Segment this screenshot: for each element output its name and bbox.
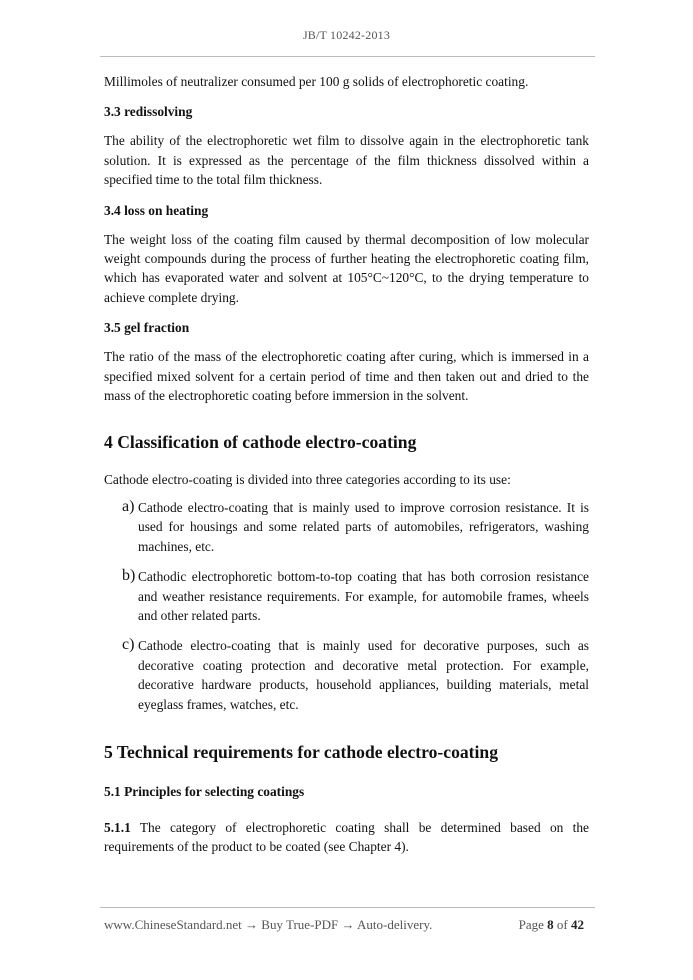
footer-promo [104,917,432,933]
section-3-4-text: The weight loss of the coating film caused by thermal decomposition of low molecular weight compounds during the process of further heating the electrophoretic coating film, which has evaporated water and solvent at 105°C~120°C, to the drying temperature to achieve complete drying. [104,231,589,305]
section-4-title: 4 Classification of cathode electro-coating [104,432,417,453]
list-item-text: Cathode electro-coating that is mainly used to improve corrosion resistance. It is used for housings and some related parts of automobiles, refrigerators, washing machines, etc. [138,499,589,554]
page-header [0,28,693,43]
section-3-3-text: The ability of the electrophoretic wet film to dissolve again in the electrophoretic tank solution. It is expressed as the percentage of the film thickness dissolved within a specified time to the total film thickness. [104,133,589,188]
section-3-5-text: The ratio of the mass of the electrophoretic coating after curing, which is immersed in a specified mixed solvent for a certain period of time and then taken out and dried to the mass of the electrophoretic coating before immersion in the solvent. [104,349,589,404]
site-link[interactable]: www.ChineseStandard.net [104,917,242,932]
total-pages: 42 [571,917,584,932]
list-item [104,636,589,714]
list-item-text: Cathode electro-coating that is mainly used for decorative purposes, such as decorative coating protection and decorative metal protection. For example, decorative hardware products, household appliances, building materials, metal eyeglass frames, watches, etc. [138,638,589,712]
section-5-1-1-number: 5.1.1 [104,819,131,835]
section-3-3-title: 3.3 redissolving [104,104,193,120]
section-3-5-title: 3.5 gel fraction [104,320,190,336]
auto-delivery-text: Auto-delivery. [357,917,433,932]
page-label: Page [518,917,544,932]
header-divider [100,56,595,57]
list-item [104,567,589,625]
intro-line: Millimoles of neutralizer consumed per 100 g solids of electrophoretic coating. [104,74,529,89]
current-page: 8 [547,917,554,932]
list-marker: b) [122,567,136,585]
footer-divider [100,907,595,908]
list-marker: a) [122,497,135,515]
section-5-1-1-body: The category of electrophoretic coating shall be determined based on the requirements of the product to be coated (see Chapter 4). [104,819,590,855]
section-3-4-title: 3.4 loss on heating [104,202,209,218]
page-content [104,72,589,857]
list-item [104,498,589,556]
section-5-1-title: 5.1 Principles for selecting coatings [104,783,305,799]
document-id: JB/T 10242-2013 [302,28,391,42]
list-marker: c) [122,636,135,654]
arrow-right-icon: → [341,917,355,932]
list-item-text: Cathodic electrophoretic bottom-to-top coating that has both corrosion resistance and weather resistance requirements. For example, for automobile frames, wheels and other related parts. [138,569,589,623]
section-5-1-1-text [104,818,589,857]
section-4-intro: Cathode electro-coating is divided into three categories according to its use: [104,472,511,488]
page-number [519,917,584,933]
of-label: of [556,917,568,932]
buy-pdf-link[interactable]: Buy True-PDF [261,917,339,932]
section-5-title: 5 Technical requirements for cathode electro-coating [104,741,499,762]
arrow-right-icon: → [245,917,259,932]
